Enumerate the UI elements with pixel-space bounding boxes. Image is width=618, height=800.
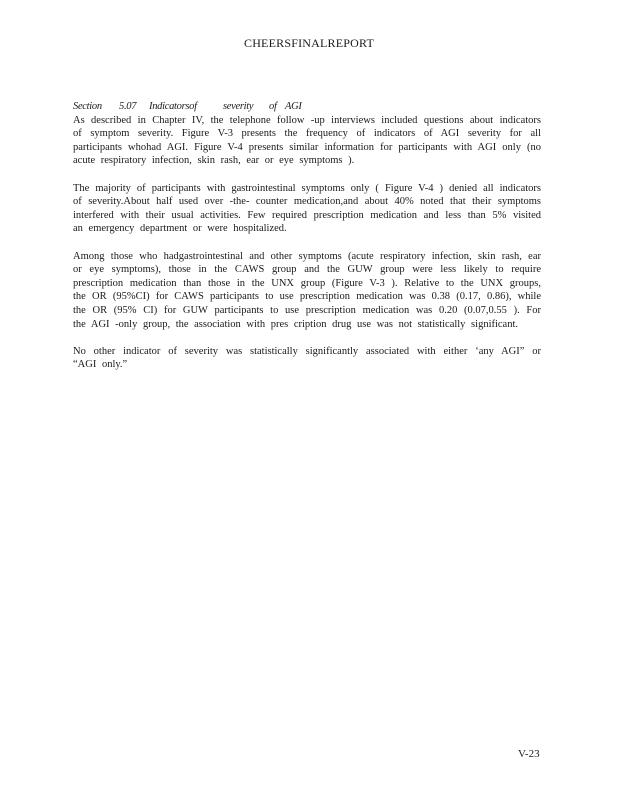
body-paragraph: The majority of participants with gastrointestinal symptoms only ( Figure V-4 ) denied all indicators of severity.About half used over -the- counter medication,and about 40% noted that their symptoms interfered with their usual activities. Few required prescription medication and less than 5% visited an emergency department or were hospitalized. [73, 182, 541, 235]
page-body [73, 100, 541, 385]
body-paragraph: Among those who hadgastrointestinal and other symptoms (acute respiratory infection, skin rash, ear or eye symptoms), those in the CAWS group and the GUW group were less likely to require prescription medication than those in the UNX group (Figure V-3 ). Relative to the UNX groups, the OR (95%CI) for CAWS participants to use prescription medication was 0.38 (0.17, 0.86), while the OR (95% CI) for GUW participants to use prescription medication was 0.20 (0.07,0.55 ). For the AGI -only group, the association with pres cription drug use was not statistically significant. [73, 250, 541, 330]
page-number: V-23 [518, 748, 540, 760]
running-header: CHEERSFINALREPORT [243, 36, 375, 50]
section-title-word: severity [223, 101, 254, 112]
section-number: 5.07 [119, 101, 137, 112]
section-heading [73, 100, 541, 114]
section-label: Section [73, 101, 102, 112]
section-title-word: of [269, 101, 277, 112]
body-paragraph: No other indicator of severity was statistically significantly associated with either ‘any AGI” or “AGI only.” [73, 345, 541, 371]
body-paragraph: As described in Chapter IV, the telephone follow -up interviews included questions about indicators of symptom severity. Figure V-3 presents the frequency of indicators of AGI severity for all participants whohad AGI. Figure V-4 presents similar information for participants with AGI only (no acute respiratory infection, skin rash, ear or eye symptoms ). [73, 114, 541, 167]
section-title-word: Indicatorsof [149, 101, 197, 112]
section-title-word: AGI [285, 101, 302, 112]
